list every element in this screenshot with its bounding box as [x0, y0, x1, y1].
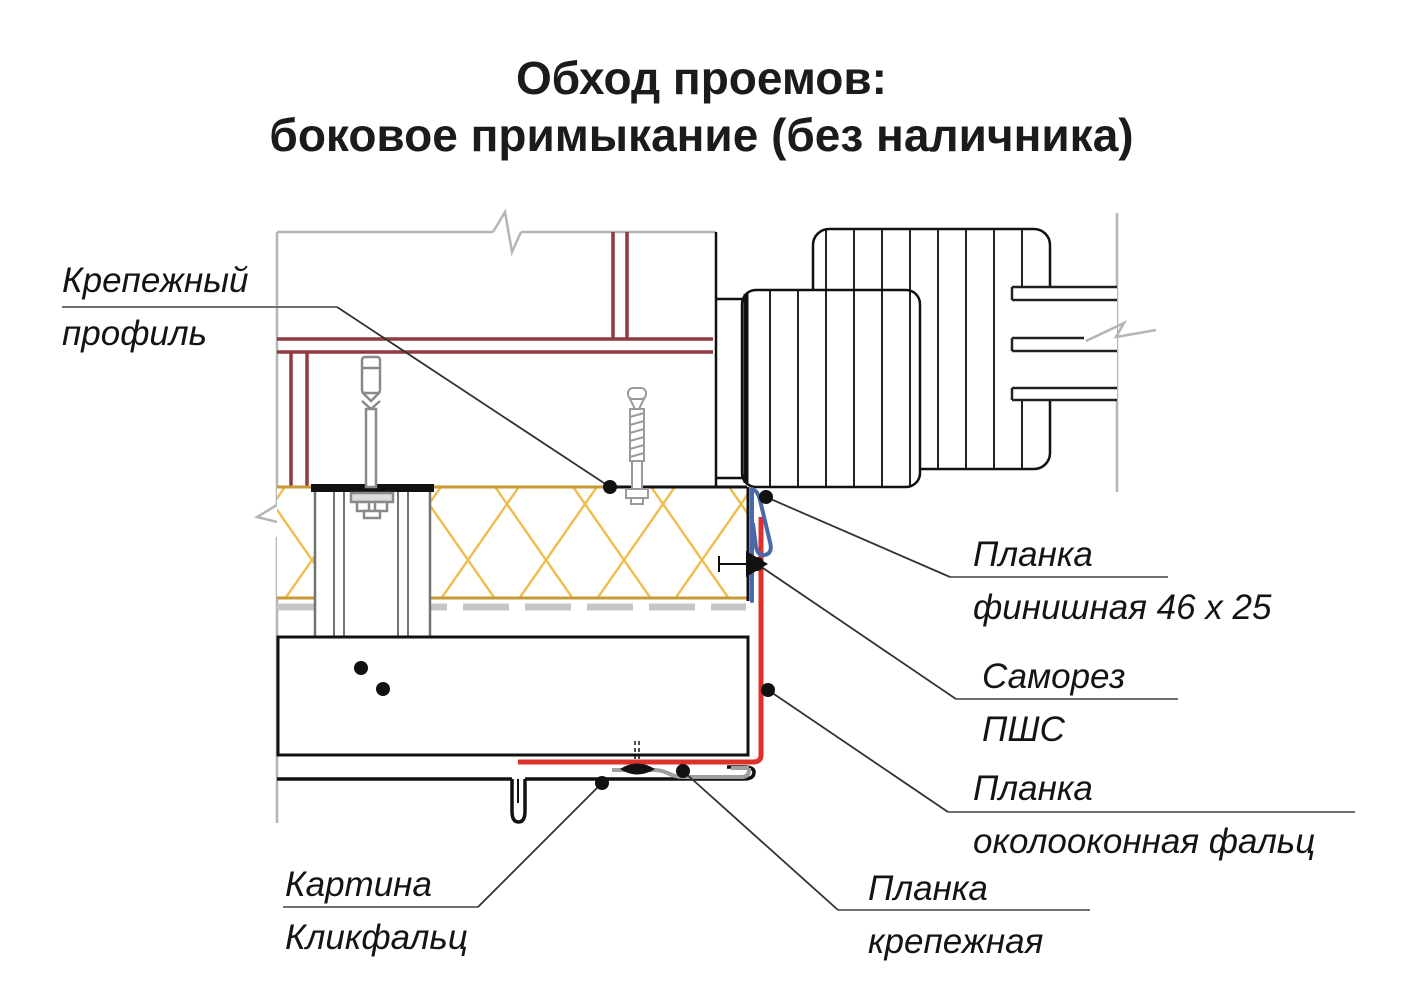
label-screw: Саморез ПШС	[982, 657, 1126, 749]
glazing-unit	[1008, 287, 1156, 400]
masonry-joint-lines	[277, 232, 713, 487]
title-line-2: боковое примыкание (без наличника)	[269, 109, 1134, 161]
sheathing-panel	[278, 637, 748, 755]
window-reveal	[716, 232, 742, 487]
label-finish-strip: Планка финишная 46 х 25	[973, 535, 1272, 627]
label-fixing-strip: Планка крепежная	[868, 869, 1044, 961]
label-klickfalz: Картина Кликфальц	[285, 865, 468, 957]
fixing-bracket	[311, 484, 434, 637]
window-frame	[742, 229, 1050, 487]
break-symbol-top	[493, 212, 521, 252]
panel-fastener-dot	[354, 661, 368, 675]
panel-fastener-dot	[376, 682, 390, 696]
label-fastening-profile: Крепежный профиль	[62, 261, 249, 353]
label-window-strip: Планка околооконная фальц	[973, 769, 1316, 861]
diagram-title	[0, 50, 1403, 164]
title-line-1: Обход проемов:	[515, 52, 888, 104]
anchor-screw	[351, 357, 393, 518]
